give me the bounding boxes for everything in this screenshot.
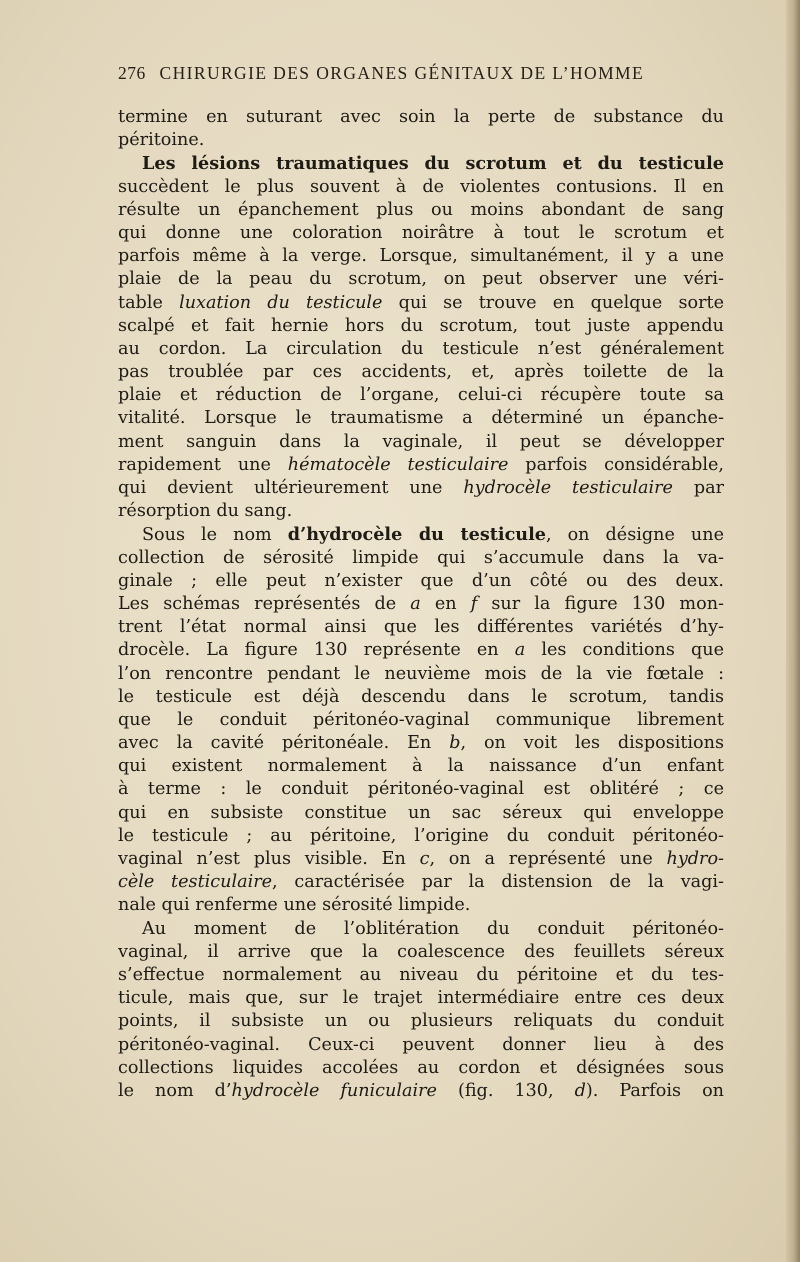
text-line: vaginal n’est plus visible. En c, on a représenté une hydro- [118,849,724,869]
text-line: que le conduit péritonéo-vaginal communique librement [118,709,724,730]
text-line: collection de sérosité limpide qui s’accumule dans la va- [118,547,724,568]
text-line: qui devient ultérieurement une hydrocèle testiculaire par [118,478,724,498]
text-line: vitalité. Lorsque le traumatisme a déterminé un épanche- [118,408,724,429]
text-line: ment sanguin dans la vaginale, il peut se développer [118,431,724,452]
text-line: succèdent le plus souvent à de violentes contusions. Il en [118,176,724,197]
text-line: cèle testiculaire, caractérisée par la distension de la vagi- [118,872,724,893]
text-line: trent l’état normal ainsi que les différentes variétés d’hy- [118,617,724,638]
running-head [118,63,678,87]
figure-letter: d [574,1080,586,1101]
text-line: collections liquides accolées au cordon et désignées sous [118,1057,724,1078]
italic-term: hydrocèle funiculaire [231,1080,437,1101]
text-line: résorption du sang. [118,501,293,522]
text-line: le nom d’hydrocèle funiculaire (fig. 130, d). Parfois on [118,1080,724,1101]
text-line: vaginal, il arrive que la coalescence des feuillets séreux [118,941,724,962]
paragraph-start-line: Sous le nom d’hydrocèle du testicule, on désigne une [142,524,724,546]
text-line: qui existent normalement à la naissance d’un enfant [118,756,724,777]
figure-letter: f [470,593,478,614]
text-line: drocèle. La figure 130 représente en a les conditions que [118,640,724,661]
text-line: table luxation du testicule qui se trouve en quelque sorte [118,292,724,313]
text-line: avec la cavité péritonéale. En b, on voit les dispositions [118,733,724,754]
text-line: ginale ; elle peut n’exister que d’un côté ou des deux. [118,570,724,591]
text-line: le testicule est déjà descendu dans le scrotum, tandis [118,686,724,707]
italic-term: cèle testiculaire [118,872,273,893]
text-line: plaie et réduction de l’organe, celui-ci récupère toute sa [118,385,724,406]
italic-term: hydrocèle testiculaire [463,478,673,498]
text-line: ticule, mais que, sur le trajet intermédiaire entre ces deux [118,988,724,1009]
figure-letter: b [449,733,461,754]
paragraph-start-line: Au moment de l’oblitération du conduit péritonéo- [142,918,724,939]
page-number: 276 [118,63,146,83]
text-line: péritonéo-vaginal. Ceux-ci peuvent donner lieu à des [118,1034,724,1055]
italic-term: luxation du testicule [179,292,383,313]
text-line: scalpé et fait hernie hors du scrotum, tout juste appendu [118,315,724,336]
text-line: parfois même à la verge. Lorsque, simultanément, il y a une [118,246,724,267]
running-title: CHIRURGIE DES ORGANES GÉNITAUX DE L’HOMME [159,63,645,83]
figure-letter: a [410,593,421,614]
text-line: au cordon. La circulation du testicule n’est généralement [118,338,724,359]
text-line: plaie de la peau du scrotum, on peut observer une véri- [118,269,724,290]
text-line: s’effectue normalement au niveau du péritoine et du tes- [118,964,724,985]
text-line: qui donne une coloration noirâtre à tout le scrotum et [118,222,724,243]
page-edge-shadow [786,0,800,1262]
text-line: termine en suturant avec soin la perte de substance du [118,107,724,127]
bold-phrase: Les lésions traumatiques du scrotum et du testicule [142,153,724,175]
text-line: résulte un épanchement plus ou moins abondant de sang [118,199,724,220]
figure-letter: c [419,849,430,869]
text-line: pas troublée par ces accidents, et, après toilette de la [118,362,724,383]
text-line: points, il subsiste un ou plusieurs reliquats du conduit [118,1011,724,1032]
text-line: l’on rencontre pendant le neuvième mois de la vie fœtale : [118,663,724,684]
text-line: Les schémas représentés de a en f sur la figure 130 mon- [118,593,724,614]
italic-term: hydro- [666,849,724,869]
figure-letter: a [514,640,526,661]
text-line: le testicule ; au péritoine, l’origine du conduit péritonéo- [118,825,724,846]
body-text [118,106,724,1103]
text-line: péritoine. [118,130,205,151]
text-line: qui en subsiste constitue un sac séreux qui enveloppe [118,802,724,823]
text-line: nale qui renferme une sérosité limpide. [118,895,471,916]
paragraph-start-line [118,152,724,175]
italic-term: hématocèle testiculaire [287,454,509,475]
text-line: rapidement une hématocèle testiculaire parfois considérable, [118,454,724,475]
text-line: à terme : le conduit péritonéo-vaginal est oblitéré ; ce [118,779,724,800]
bold-phrase: d’hydrocèle du testicule [287,524,546,546]
